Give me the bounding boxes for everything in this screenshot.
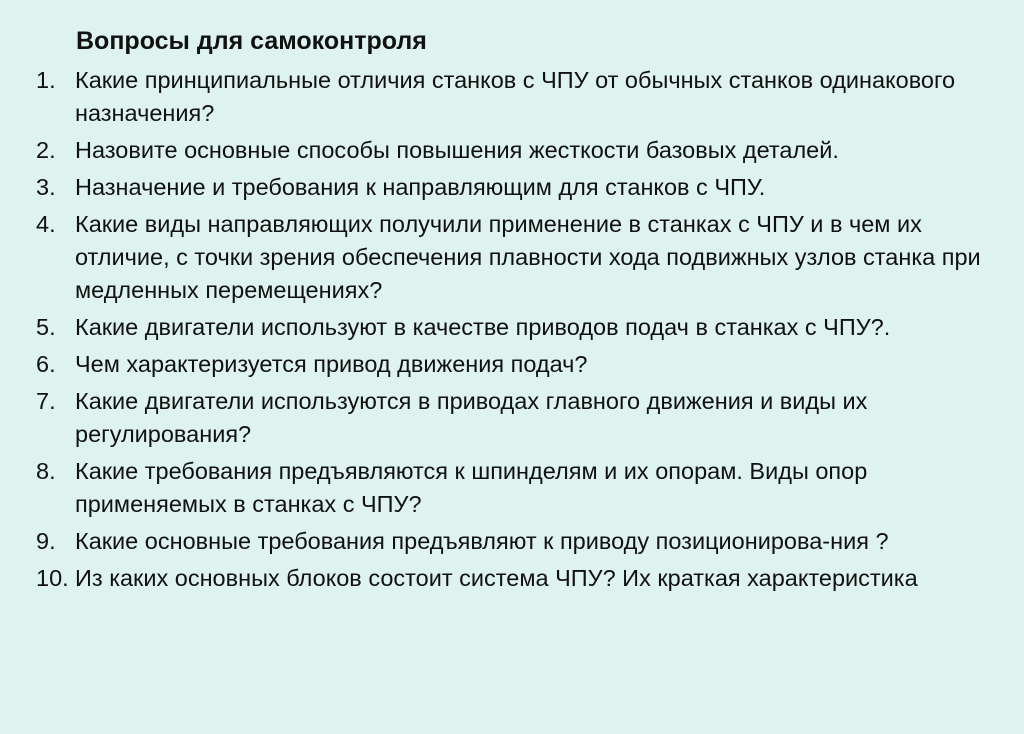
list-item-text: Из каких основных блоков состоит система ЧПУ? Их краткая характеристика xyxy=(75,565,918,591)
list-item-number: 6. xyxy=(36,351,56,377)
list-item-text: Назначение и требования к направляющим для станков с ЧПУ. xyxy=(75,174,766,200)
question-list xyxy=(36,64,996,599)
list-item xyxy=(36,171,996,204)
list-item-number: 7. xyxy=(36,388,56,414)
list-item-text: Какие принципиальные отличия станков с ЧПУ от обычных станков одинакового назначения? xyxy=(75,67,956,126)
list-item xyxy=(36,64,996,130)
list-item-text: Какие двигатели используют в качестве приводов подач в станках с ЧПУ?. xyxy=(75,314,891,340)
list-item-number: 5. xyxy=(36,314,56,340)
list-item-number: 10. xyxy=(36,565,69,591)
page-title: Вопросы для самоконтроля xyxy=(76,27,427,55)
list-item xyxy=(36,134,996,167)
list-item xyxy=(36,208,996,307)
list-item-text: Какие основные требования предъявляют к приводу позиционирова-ния ? xyxy=(75,528,889,554)
list-item xyxy=(36,348,996,381)
list-item xyxy=(36,311,996,344)
list-item-text: Какие двигатели используются в приводах главного движения и виды их регулирования? xyxy=(75,388,868,447)
list-item-text: Назовите основные способы повышения жесткости базовых деталей. xyxy=(75,137,839,163)
list-item-text: Чем характеризуется привод движения подач? xyxy=(75,351,588,377)
list-item xyxy=(36,525,996,558)
list-item-number: 9. xyxy=(36,528,56,554)
list-item-text: Какие требования предъявляются к шпинделям и их опорам. Виды опор применяемых в станках с ЧПУ? xyxy=(75,458,868,517)
list-item-number: 4. xyxy=(36,211,56,237)
list-item-number: 2. xyxy=(36,137,56,163)
list-item-number: 8. xyxy=(36,458,56,484)
list-item-number: 1. xyxy=(36,67,56,93)
list-item xyxy=(36,385,996,451)
list-item xyxy=(36,562,996,595)
list-item xyxy=(36,455,996,521)
list-item-text: Какие виды направляющих получили применение в станках с ЧПУ и в чем их отличие, с точки зрения обеспечения плавности хода подвижных узлов станка при медленных перемещениях? xyxy=(75,211,981,303)
list-item-number: 3. xyxy=(36,174,56,200)
